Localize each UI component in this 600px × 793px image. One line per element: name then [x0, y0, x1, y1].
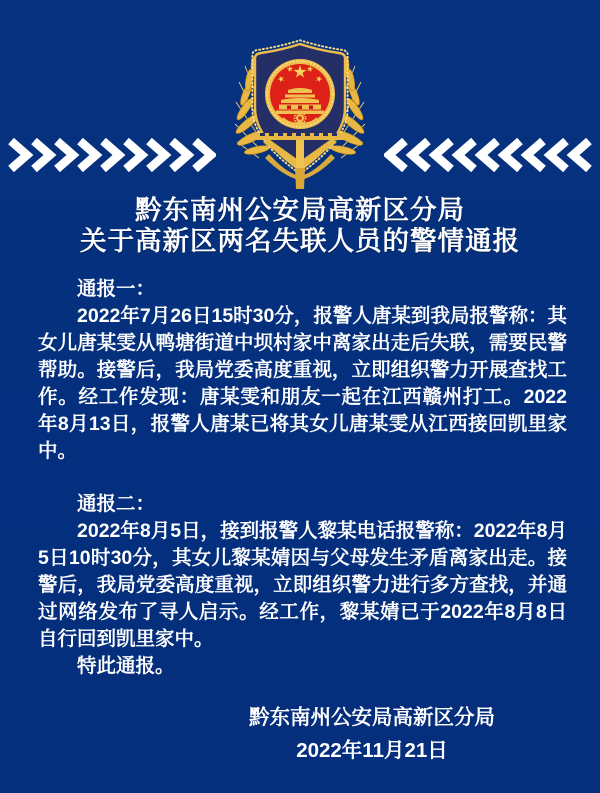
police-badge-icon: [235, 30, 365, 190]
signature-date: 2022年11月21日: [296, 739, 448, 762]
notice-2-text: 2022年8月5日，接到报警人黎某电话报警称：2022年8月5日10时30分，其女儿黎某婧因与父母发生矛盾离家出走。接警后，我局党委高度重视，立即组织警力进行多方查找，并通过网络发布了寻人启示。经工作，黎某婧已于2022年8月8日自行回到凯里家中。: [38, 520, 567, 650]
notice-body: [38, 276, 567, 680]
chevrons-left-icon: [384, 138, 592, 172]
title-line-1: 黔东南州公安局高新区分局: [135, 195, 465, 225]
notice-1-label: 通报一：: [77, 278, 156, 300]
notice-title: [0, 195, 600, 257]
signature-block: [244, 701, 500, 767]
signature-organization: 黔东南州公安局高新区分局: [249, 706, 495, 729]
chevrons-right-icon: [8, 138, 216, 172]
notice-2-label: 通报二：: [77, 493, 156, 515]
title-line-2: 关于高新区两名失联人员的警情通报: [80, 226, 520, 256]
closing-statement: 特此通报。: [77, 655, 175, 677]
notice-1-text: 2022年7月26日15时30分，报警人唐某到我局报警称：其女儿唐某雯从鸭塘街道中坝村家中离家出走后失联，需要民警帮助。接警后，我局党委高度重视，立即组织警力开展查找工作。经工作发现：唐某雯和朋友一起在江西赣州打工。2022年8月13日，报警人唐某已将其女儿唐某雯从江西接回凯里家中。: [38, 305, 567, 462]
